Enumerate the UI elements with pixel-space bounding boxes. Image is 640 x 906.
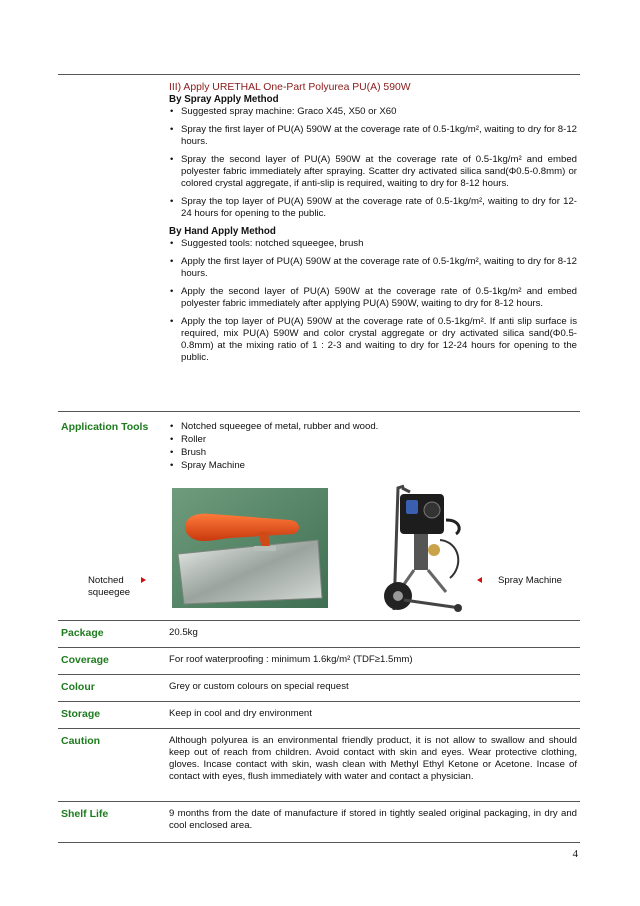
caution-value: Although polyurea is an environmental friendly product, it is not allow to swallow and should keep out of reach from children. Avoid contact with skin and eyes. Wear protective clothing, gloves. Incase contact with skin, wash clean with Methyl Ethyl Ketone or Acetone. Incase of contact with eyes, flush immediately with water and contact a physician. [169,735,577,782]
divider [58,701,580,702]
colour-label: Colour [61,681,95,693]
list-item: • Apply the first layer of PU(A) 590W at the coverage rate of 0.5-1kg/m², waiting to dry for 8-12 hours. [169,256,577,280]
divider [58,728,580,729]
tools-label: Application Tools [61,421,149,433]
list-item: • Apply the second layer of PU(A) 590W at the coverage rate of 0.5-1kg/m² and embed polyester fabric immediately after applying PU(A) 590W, waiting to dry for 8-12 hours. [169,286,577,310]
colour-value: Grey or custom colours on special request [169,681,349,692]
list-item: • Roller [169,434,577,446]
divider [58,620,580,621]
list-item: • Apply the top layer of PU(A) 590W at the coverage rate of 0.5-1kg/m². If anti slip surface is required, mix PU(A) 590W and color crystal aggregate or dry activated silica sand(Φ0.5-0.8mm) at the mixing ratio of 1 : 2-3 and waiting to dry for 12-24 hours for opening to the public. [169,316,577,364]
top-rule [58,74,580,75]
spray-method-heading: By Spray Apply Method [169,94,279,105]
storage-value: Keep in cool and dry environment [169,708,312,719]
list-item: • Spray Machine [169,460,577,472]
spray-steps [169,106,577,220]
arrow-right-icon [141,577,146,583]
list-item: • Notched squeegee of metal, rubber and wood. [169,421,577,433]
divider [58,801,580,802]
divider [58,411,580,412]
arrow-left-icon [477,577,482,583]
tools-list [169,421,577,473]
list-item: • Suggested spray machine: Graco X45, X50 or X60 [169,106,577,118]
shelf-life-value: 9 months from the date of manufacture if stored in tightly sealed original packaging, in dry and cool enclosed area. [169,808,577,831]
list-item: • Spray the first layer of PU(A) 590W at the coverage rate of 0.5-1kg/m², waiting to dry for 8-12 hours. [169,124,577,148]
list-item: • Suggested tools: notched squeegee, brush [169,238,577,250]
coverage-label: Coverage [61,654,109,666]
bottom-rule [58,842,580,843]
coverage-value: For roof waterproofing : minimum 1.6kg/m² (TDF≥1.5mm) [169,654,413,665]
section-3 [169,82,577,370]
spray-machine-caption: Spray Machine [498,575,562,586]
divider [58,647,580,648]
hand-method-heading: By Hand Apply Method [169,226,276,237]
list-item: • Spray the second layer of PU(A) 590W at the coverage rate of 0.5-1kg/m² and embed polyester fabric immediately after spraying. Scatter dry activated silica sand(Φ0.5-0.8mm) or colored crystal aggregate, if anti-slip is required, waiting to dry for 8-12 hours. [169,154,577,190]
section-title: III) Apply URETHAL One-Part Polyurea PU(A) 590W [169,82,411,93]
package-value: 20.5kg [169,627,198,638]
caution-label: Caution [61,735,101,747]
package-label: Package [61,627,104,639]
squeegee-caption: Notched squeegee [88,575,131,598]
list-item: • Brush [169,447,577,459]
shelf-life-label: Shelf Life [61,808,109,820]
page-number: 4 [572,848,578,860]
storage-label: Storage [61,708,101,720]
hand-steps [169,238,577,364]
spray-machine-photo [380,480,472,616]
notched-squeegee-photo [172,488,328,608]
list-item: • Spray the top layer of PU(A) 590W at the coverage rate of 0.5-1kg/m², waiting to dry for 12-24 hours for opening to the public. [169,196,577,220]
divider [58,674,580,675]
